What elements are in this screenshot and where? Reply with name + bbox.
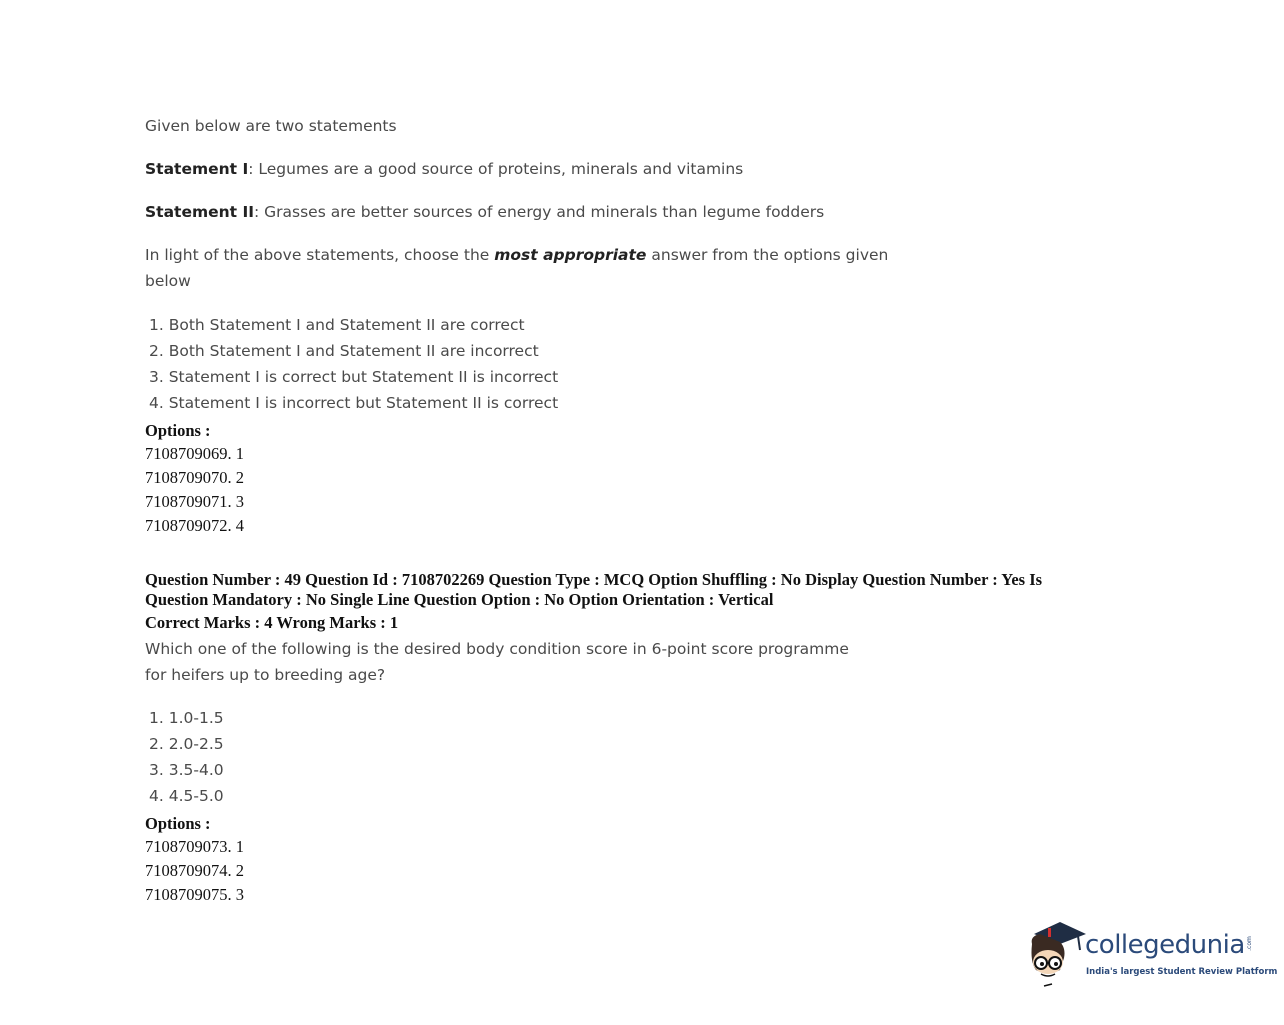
q49-option-id-1: 7108709073. 1 [145, 837, 244, 856]
q49-choice-3: 3. 3.5-4.0 [149, 761, 224, 779]
question-48-prompt-cont: below [145, 272, 191, 290]
q49-meta-line-1: Question Number : 49 Question Id : 7108702269 Question Type : MCQ Option Shuffling : No Display Question Number : Yes Is [145, 570, 1043, 589]
prompt-part-c: answer from the options given [646, 246, 889, 264]
prompt-emphasis: most appropriate [494, 246, 647, 264]
logo-wordmark: collegedunia [1085, 930, 1245, 960]
prompt-part-a: In light of the above statements, choose the [145, 246, 495, 264]
statement-2-text: : Grasses are better sources of energy and minerals than legume fodders [254, 203, 825, 221]
q49-question-line-1: Which one of the following is the desired body condition score in 6-point score programme [145, 640, 849, 658]
q49-option-id-3: 7108709075. 3 [145, 885, 244, 904]
statement-1 [145, 160, 743, 178]
q49-choice-2: 2. 2.0-2.5 [149, 735, 224, 753]
q48-option-id-3: 7108709071. 3 [145, 492, 244, 511]
q48-choice-3: 3. Statement I is correct but Statement II is incorrect [149, 368, 559, 386]
statement-1-label: Statement I [145, 160, 249, 178]
statements-intro: Given below are two statements [145, 117, 397, 135]
q49-marks: Correct Marks : 4 Wrong Marks : 1 [145, 613, 399, 632]
logo-tagline: India's largest Student Review Platform [1086, 967, 1278, 977]
statement-1-text: : Legumes are a good source of proteins, minerals and vitamins [248, 160, 744, 178]
question-48-prompt [145, 246, 888, 264]
q49-choice-1: 1. 1.0-1.5 [149, 709, 224, 727]
q48-choice-2: 2. Both Statement I and Statement II are incorrect [149, 342, 539, 360]
collegedunia-logo [1026, 918, 1278, 988]
logo-suffix: .com [1245, 936, 1253, 951]
q48-options-label: Options : [145, 421, 211, 440]
q49-option-id-2: 7108709074. 2 [145, 861, 244, 880]
q49-question-line-2: for heifers up to breeding age? [145, 666, 386, 684]
q48-choice-4: 4. Statement I is incorrect but Statement II is correct [149, 394, 559, 412]
q48-option-id-2: 7108709070. 2 [145, 468, 244, 487]
q48-option-id-4: 7108709072. 4 [145, 516, 244, 535]
q48-choice-1: 1. Both Statement I and Statement II are correct [149, 316, 525, 334]
q48-option-id-1: 7108709069. 1 [145, 444, 244, 463]
q49-options-label: Options : [145, 814, 211, 833]
q49-choice-4: 4. 4.5-5.0 [149, 787, 224, 805]
mascot-icon [1026, 918, 1088, 990]
statement-2 [145, 203, 824, 221]
statement-2-label: Statement II [145, 203, 254, 221]
q49-meta-line-2: Question Mandatory : No Single Line Question Option : No Option Orientation : Vertical [145, 590, 774, 609]
